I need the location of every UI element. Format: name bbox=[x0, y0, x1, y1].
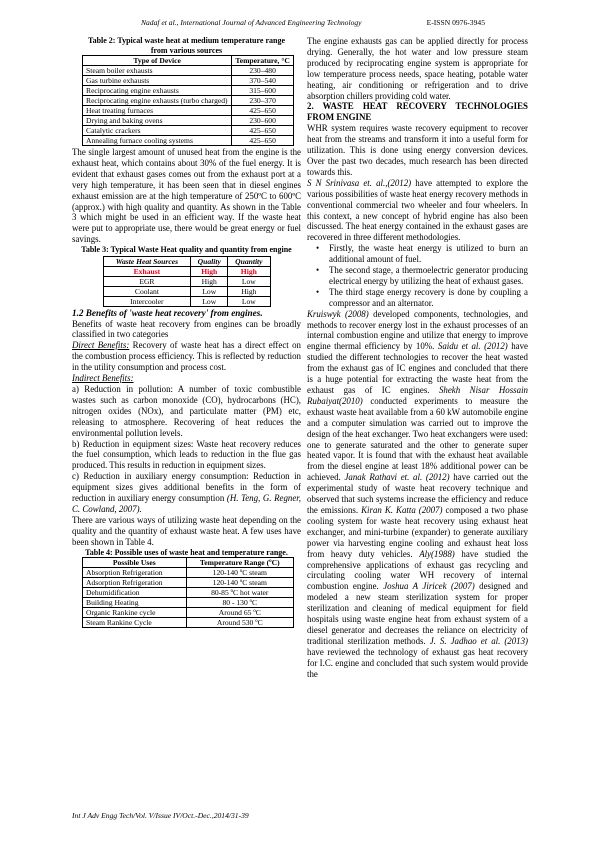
table-cell: Coolant bbox=[103, 286, 191, 296]
journal-header: Nadaf et al., International Journal of Advanced Engineering Technology bbox=[140, 18, 362, 27]
table-cell: Absorption Refrigeration bbox=[83, 568, 187, 578]
table3-caption: Table 3: Typical Waste Heat quality and quantity from engine bbox=[81, 245, 292, 255]
citation: Aly(1988) bbox=[419, 548, 455, 559]
direct-benefits-label: Direct Benefits: bbox=[72, 340, 130, 351]
table-cell: 230–480 bbox=[232, 66, 294, 76]
table-cell: 370–540 bbox=[232, 76, 294, 86]
table-header-cell: Possible Uses bbox=[83, 558, 187, 568]
paragraph-text: composed a two phase cooling system for waste heat recovery using exhaust heat exchanger, and mini-turbine (expander) to generate auxiliary power via harvesting engine cooling and exhaust heat loss from heavy duty vehicles. bbox=[307, 504, 528, 559]
table-cell: Building Heating bbox=[83, 598, 187, 608]
table-cell: Intercooler bbox=[103, 296, 191, 306]
table-header-cell: Temperature, °C bbox=[232, 56, 294, 66]
table-cell: High bbox=[191, 266, 228, 276]
table-row bbox=[83, 76, 294, 86]
citation: (H. Teng, G. Regner, C. Cowland, 2007). bbox=[72, 493, 301, 514]
paragraph: Benefits of waste heat recovery from engines can be broadly classified in two categories bbox=[72, 318, 301, 340]
citation: J. S. Jadhao et al. (2013) bbox=[429, 635, 528, 646]
table-row bbox=[83, 598, 294, 608]
paragraph-text: have studied the comprehensive applications of exhaust gas recycling and circulating cooling water WH recovery of internal combustion engine. bbox=[307, 548, 528, 592]
table-cell: 425–650 bbox=[232, 126, 294, 136]
citation: Kiran K. Katta (2007) bbox=[361, 504, 443, 515]
paragraph-text: have carried out the experimental study of waste heat recovery technique and observed that such systems increase the efficiency and reduce the emissions. bbox=[307, 472, 528, 515]
paragraph-text: have attempted to explore the various possibilities of waste heat energy recovery methods in conventional commercial two wheeler and four wheelers. In this context, a new concept of hybrid engine has also been discussed. The heat energy contained in the exhaust gases are recovered in three different methodologies. bbox=[307, 177, 528, 243]
table-cell: Low bbox=[228, 296, 270, 306]
right-column bbox=[307, 36, 528, 679]
table-cell: Low bbox=[228, 276, 270, 286]
table-row bbox=[83, 618, 294, 628]
table-header-row bbox=[83, 56, 294, 66]
paragraph-text: developed components, technologies, and methods to recover energy lost in the exhaust processes of an internal combustion engine and utilize that energy to improve engine thermal efficiency by 10%. bbox=[307, 308, 528, 352]
table-cell: Low bbox=[191, 286, 228, 296]
paragraph: WHR system requires waste recovery equipment to recover heat from the streams and transform it into a useful form for utilization. This is done using energy conversion devices. Over the past two decades, much research has been directed towards this. bbox=[307, 123, 528, 177]
table-header-cell: Type of Device bbox=[83, 56, 232, 66]
table-row bbox=[83, 106, 294, 116]
table-cell: Adsorption Refrigeration bbox=[83, 578, 187, 588]
table-cell: 80-85 ºC hot water bbox=[186, 588, 293, 598]
table-row bbox=[103, 286, 270, 296]
citation: Saidu et al. (2012) bbox=[437, 341, 508, 352]
table-cell: Drying and baking ovens bbox=[83, 116, 232, 126]
paragraph: b) Reduction in equipment sizes: Waste heat recovery reduces the fuel consumption, which leads to reduction in the flue gas produced. This results in reduction in equipment sizes. bbox=[72, 438, 301, 471]
table-row bbox=[103, 276, 270, 286]
table-header-cell: Quantity bbox=[228, 256, 270, 266]
table2 bbox=[82, 55, 294, 146]
paragraph bbox=[307, 309, 528, 680]
citation: S N Srinivasa et. al.,(2012) bbox=[307, 177, 412, 188]
table-cell: 315–600 bbox=[232, 86, 294, 96]
paragraph-text: have studied the different technologies to recover the heat wasted from the exhaust gas of IC engines and concluded that there is a huge potential for extracting the waste heat from the exhaust gas of IC engines. bbox=[307, 341, 528, 395]
benefit-c-text: c) Reduction in auxiliary energy consumption: Reduction in equipment sizes gives additional benefits in the form of reduction in auxiliary energy consumption bbox=[72, 471, 301, 504]
direct-benefits-text: Recovery of waste heat has a direct effect on the combustion process efficiency. This is reflected by reduction in the utility consumption and process cost. bbox=[72, 340, 301, 373]
running-header bbox=[0, 18, 595, 27]
paragraph-text: designed and modeled a new steam sterilization system for proper sterilization and cleaning of medical equipment for field hospitals using waste engine heat from exhaust system of a diesel generator and decreases the reliance on electricity of traditional sterilization methods. bbox=[307, 581, 528, 646]
table-cell: Organic Rankine cycle bbox=[83, 608, 187, 618]
list-item: • The second stage, a thermoelectric generator producing electrical energy by utilizing the heat of exhaust gases. bbox=[329, 265, 528, 287]
table-header-row bbox=[83, 558, 294, 568]
table-header-cell: Temperature Range (ºC) bbox=[186, 558, 293, 568]
table-cell: Reciprocating engine exhausts (turbo charged) bbox=[83, 96, 232, 106]
table2-caption: Table 2: Typical waste heat at medium temperature range from various sources bbox=[87, 36, 285, 55]
paragraph-text: conducted experiments to measure the exhaust waste heat available from a 60 kW automobile engine and a computer simulation was carried out to improve the design of the heat exchanger. Two heat exchangers were used: one to generate saturated and the other to generate super heated vapor. It is found that with the exhaust heat available from the diesel engine at least 18% additional power can be achieved. bbox=[307, 395, 528, 483]
table-header-cell: Waste Heat Sources bbox=[103, 256, 191, 266]
table-row bbox=[83, 578, 294, 588]
citation: Kruiswyk (2008) bbox=[307, 308, 369, 319]
table-cell: 230–600 bbox=[232, 116, 294, 126]
indirect-benefits-label: Indirect Benefits: bbox=[72, 373, 134, 384]
list-item: • The third stage energy recovery is done by coupling a compressor and an alternator. bbox=[329, 287, 528, 309]
table4 bbox=[82, 557, 294, 628]
table-cell: Catalytic crackers bbox=[83, 126, 232, 136]
left-column bbox=[72, 36, 301, 628]
table-cell: Around 65 ºC bbox=[186, 608, 293, 618]
table-cell: Steam Rankine Cycle bbox=[83, 618, 187, 628]
table-cell: 425–650 bbox=[232, 106, 294, 116]
table-row bbox=[83, 116, 294, 126]
table3 bbox=[103, 256, 271, 307]
paragraph: The single largest amount of unused heat from the engine is the exhaust heat, which contains about 30% of the fuel energy. It is evident that exhaust gases comes out from the exhaust port at a very high temperature, it has been seen that in diesel engines exhaust emission are at the high temperature of 250ºC to 600ºC (approx.) with high quality and quantity. As shown in the Table 3 which might be used in an efficient way. If the waste heat were put to appropriate use, there would be great energy or fuel savings. bbox=[72, 147, 301, 245]
paragraph bbox=[72, 471, 301, 515]
table4-caption: Table 4: Possible uses of waste heat and temperature range. bbox=[85, 547, 288, 557]
citation: Janak Rathavi et. al. (2012) bbox=[344, 472, 450, 483]
table-row bbox=[83, 86, 294, 96]
table-row bbox=[83, 136, 294, 146]
table-cell: 425–650 bbox=[232, 136, 294, 146]
table-header-row bbox=[103, 256, 270, 266]
table-header-cell: Quality bbox=[191, 256, 228, 266]
section-heading: 2. WASTE HEAT RECOVERY TECHNOLOGIES FROM ENGINE bbox=[307, 101, 528, 123]
table-cell: Dehumidification bbox=[83, 588, 187, 598]
table-row bbox=[83, 588, 294, 598]
table-row bbox=[103, 266, 270, 276]
table-cell: 120-140 ºC steam bbox=[186, 568, 293, 578]
bullet-list bbox=[307, 243, 528, 308]
table-row bbox=[83, 608, 294, 618]
table-row bbox=[83, 568, 294, 578]
paragraph bbox=[72, 340, 301, 373]
table-cell: Reciprocating engine exhausts bbox=[83, 86, 232, 96]
table-cell: 80 - 130 ºC bbox=[186, 598, 293, 608]
table-cell: Gas turbine exhausts bbox=[83, 76, 232, 86]
paragraph: The engine exhausts gas can be applied directly for process drying. Generally, the hot water and low pressure steam produced by reciprocating engine system is appropriate for low temperature process needs, space heating, potable water heating, air conditioning or refrigeration and to drive absorption chillers providing cold water. bbox=[307, 36, 528, 101]
table-cell: High bbox=[228, 286, 270, 296]
table-cell: Around 530 ºC bbox=[186, 618, 293, 628]
paragraph-text: have reviewed the technology of exhaust gas heat recovery for I.C. engine and concluded that such system would provide the bbox=[307, 646, 528, 679]
table-cell: High bbox=[228, 266, 270, 276]
paragraph: There are various ways of utilizing waste heat depending on the quality and the quantity of exhaust waste heat. A few uses have been shown in Table 4. bbox=[72, 514, 301, 547]
table-cell: Exhaust bbox=[103, 266, 191, 276]
citation: Joshua A Jiricek (2007) bbox=[383, 581, 475, 592]
table-row bbox=[83, 66, 294, 76]
citation: Shekh Nisar Hossain Rubaiyat(2010) bbox=[307, 385, 528, 406]
table-row bbox=[83, 126, 294, 136]
table-cell: Steam boiler exhausts bbox=[83, 66, 232, 76]
table-cell: Heat treating furnaces bbox=[83, 106, 232, 116]
section-heading: 1.2 Benefits of 'waste heat recovery' from engines. bbox=[72, 307, 263, 318]
table-cell: 120-140 ºC steam bbox=[186, 578, 293, 588]
paragraph bbox=[72, 373, 301, 384]
paragraph bbox=[307, 178, 528, 243]
table-cell: 230–370 bbox=[232, 96, 294, 106]
issn: E-ISSN 0976-3945 bbox=[426, 18, 485, 27]
table-row bbox=[103, 296, 270, 306]
paragraph: a) Reduction in pollution: A number of toxic combustible wastes such as carbon monoxide (CO), hydrocarbons (HC), nitrogen oxides (NOx), and particulate matter (PM) etc, releasing to atmosphere. Recovering of heat reduces the environmental pollution levels. bbox=[72, 384, 301, 438]
table-row bbox=[83, 96, 294, 106]
table-cell: Low bbox=[191, 296, 228, 306]
table-cell: Annealing furnace cooling systems bbox=[83, 136, 232, 146]
footer: Int J Adv Engg Tech/Vol. V/Issue IV/Oct.-Dec.,2014/31-39 bbox=[72, 811, 249, 820]
table-cell: EGR bbox=[103, 276, 191, 286]
table-cell: High bbox=[191, 276, 228, 286]
list-item: • Firstly, the waste heat energy is utilized to burn an additional amount of fuel. bbox=[329, 243, 528, 265]
